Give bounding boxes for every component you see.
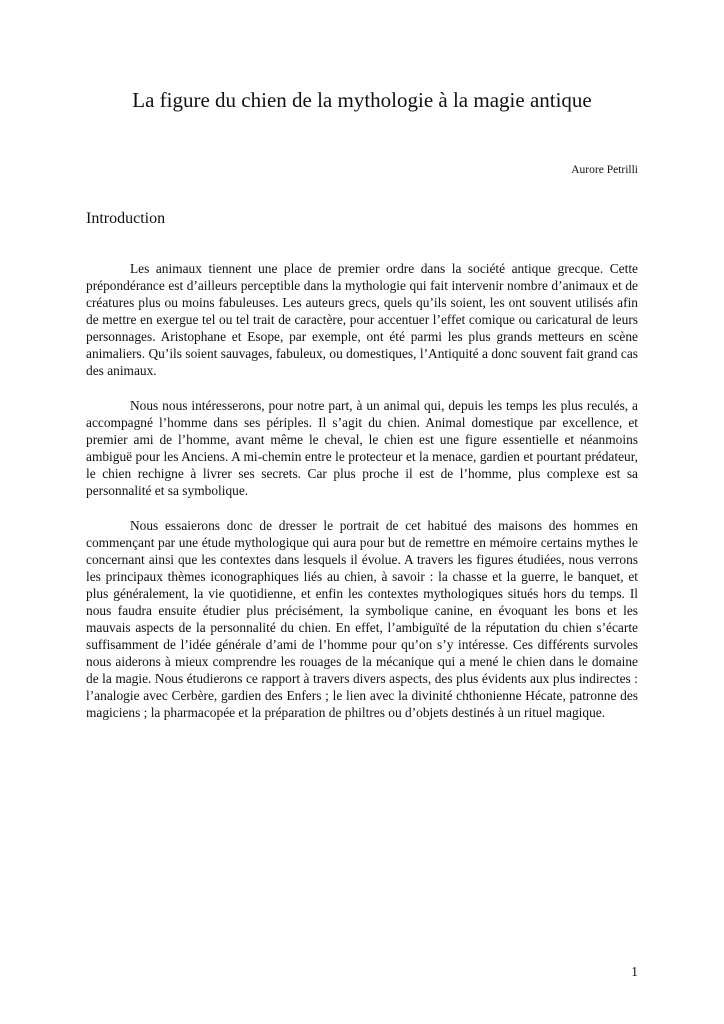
paragraph-1: Les animaux tiennent une place de premier ordre dans la société antique grecque. Cette prépondérance est d’ailleurs perceptible dans la mythologie qui fait intervenir nombre d’animaux et de créatures plus ou moins fabuleuses. Les auteurs grecs, quels qu’ils soient, les ont souvent utilisés afin de mettre en exergue tel ou tel trait de caractère, pour accentuer l’effet comique ou caricatural de leurs personnages. Aristophane et Esope, par exemple, ont été parmi les plus grands metteurs en scène animaliers. Qu’ils soient sauvages, fabuleux, ou domestiques, l’Antiquité a donc souvent fait grand cas des animaux. <box>86 261 638 378</box>
paragraph-3: Nous essaierons donc de dresser le portrait de cet habitué des maisons des hommes en commençant par une étude mythologique qui aura pour but de remettre en mémoire certains mythes le concernant ainsi que les contextes dans lesquels il évolue. A travers les figures étudiées, nous verrons les principaux thèmes iconographiques liés au chien, à savoir : la chasse et la guerre, le banquet, et plus généralement, la vie quotidienne, et enfin les contextes mythologiques situés hors du temps. Il nous faudra ensuite étudier plus précisément, la symbolique canine, en évoquant les bons et les mauvais aspects de la personnalité du chien. En effet, l’ambiguïté de la réputation du chien s’écarte suffisamment de l’idée générale d’ami de l’homme pour qu’on s’y intéresse. Ces différents survoles nous aiderons à mieux comprendre les rouages de la mécanique qui a mené le chien dans le domaine de la magie. Nous étudierons ce rapport à travers divers aspects, des plus évidents aux plus indirectes : l’analogie avec Cerbère, gardien des Enfers ; le lien avec la divinité chthonienne Hécate, patronne des magiciens ; la pharmacopée et la préparation de philtres ou d’objets destinés à un rituel magique. <box>86 518 638 720</box>
paragraph-2: Nous nous intéresserons, pour notre part, à un animal qui, depuis les temps les plus reculés, a accompagné l’homme dans ses périples. Il s’agit du chien. Animal domestique par excellence, et premier ami de l’homme, avant même le cheval, le chien est une figure essentielle et néanmoins ambiguë pour les Anciens. A mi-chemin entre le protecteur et la menace, gardien et pourtant prédateur, le chien rechigne à livrer ses secrets. Car plus proche il est de l’homme, plus complexe est sa personnalité et sa symbolique. <box>86 398 638 498</box>
page-number: 1 <box>631 964 638 979</box>
body-text <box>86 260 638 739</box>
author-name: Aurore Petrilli <box>571 164 638 176</box>
section-heading: Introduction <box>86 210 166 227</box>
page-title: La figure du chien de la mythologie à la magie antique <box>132 88 592 112</box>
